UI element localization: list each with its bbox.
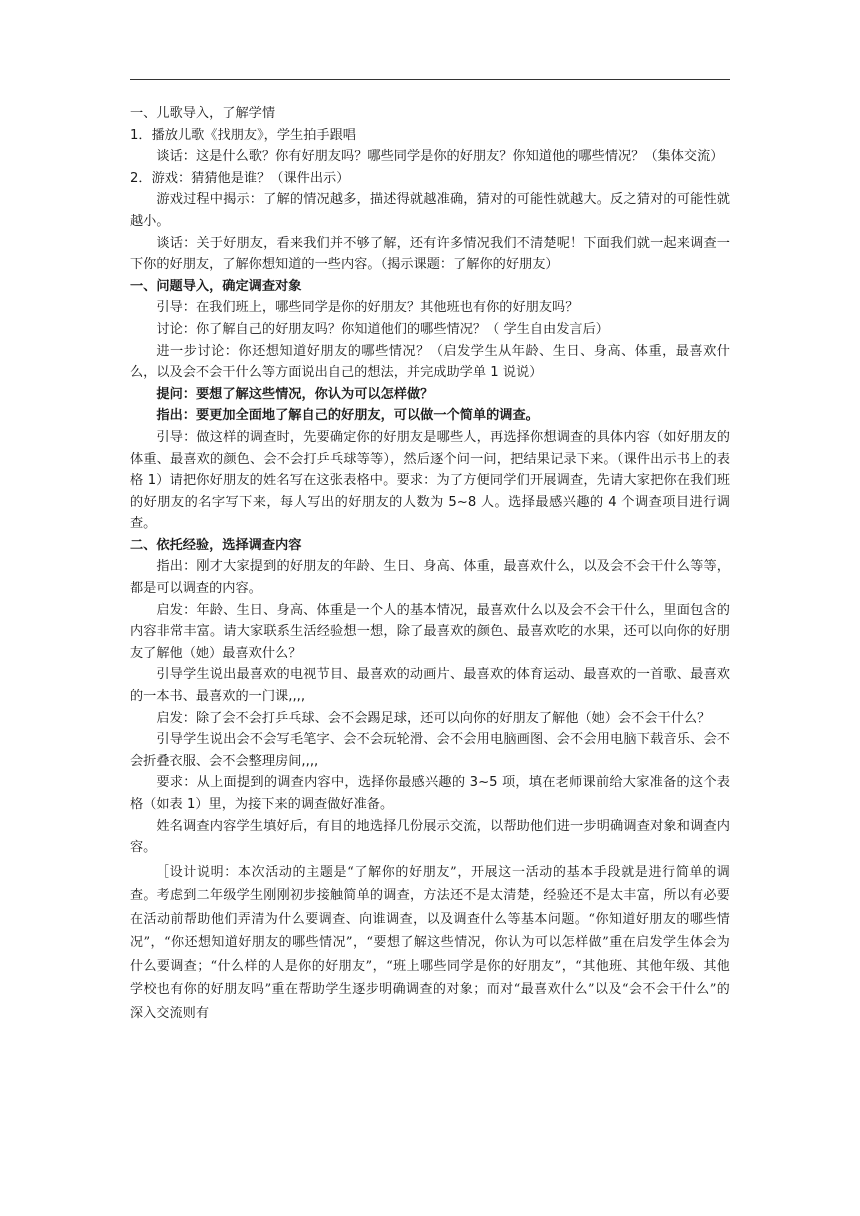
- paragraph: 引导学生说出最喜欢的电视节目、最喜欢的动画片、最喜欢的体育运动、最喜欢的一首歌、最喜欢的一本书、最喜欢的一门课,,,,: [130, 667, 730, 705]
- paragraph: 要求：从上面提到的调查内容中，选择你最感兴趣的 3~5 项，填在老师课前给大家准备的这个表格（如表 1）里，为接下来的调查做好准备。: [130, 775, 730, 812]
- header-rule: [130, 79, 730, 80]
- paragraph: 姓名调查内容学生填好后，有目的地选择几份展示交流，以帮助他们进一步明确调查对象和调查内容。: [130, 818, 730, 856]
- design-note: ［设计说明：本次活动的主题是“了解你的好朋友”，开展这一活动的基本手段就是进行简单的调查。考虑到二年级学生刚刚初步接触简单的调查，方法还不是太清楚，经验还不是太丰富，所以有必要在活动前帮助他们弄清为什么要调查、向谁调查，以及调查什么等基本问题。“你知道好朋友的哪些情况”，“你还想知道好朋友的哪些情况”，“要想了解这些情况，你认为可以怎样做”重在启发学生体会为什么要调查；“什么样的人是你的好朋友”，“班上哪些同学是你的好朋友”，“其他班、其他年级、其他学校也有你的好朋友吗”重在帮助学生逐步明确调查的对象；而对“最喜欢什么”以及“会不会干什么”的深入交流则有: [130, 864, 730, 1021]
- paragraph: 谈话：关于好朋友，看来我们并不够了解，还有许多情况我们不清楚呢！下面我们就一起来调查一下你的好朋友，了解你想知道的一些内容。（揭示课题：了解你的好朋友）: [130, 235, 730, 273]
- paragraph: 谈话：这是什么歌？你有好朋友吗？哪些同学是你的好朋友？你知道他的哪些情况？（集体交流）: [156, 149, 724, 165]
- paragraph: 引导：在我们班上，哪些同学是你的好朋友？其他班也有你的好朋友吗？: [156, 300, 579, 316]
- paragraph: 游戏过程中揭示：了解的情况越多，描述得就越准确，猜对的可能性就越大。反之猜对的可能性就越小。: [130, 192, 730, 229]
- paragraph: 引导学生说出会不会写毛笔字、会不会玩轮滑、会不会用电脑画图、会不会用电脑下载音乐、会不会折叠衣服、会不会整理房间,,,,: [130, 732, 730, 769]
- paragraph: 指出：刚才大家提到的好朋友的年龄、生日、身高、体重，最喜欢什么，以及会不会干什么等等，都是可以调查的内容。: [130, 559, 730, 597]
- paragraph: 启发：除了会不会打乒乓球、会不会踢足球，还可以向你的好朋友了解他（她）会不会干什么？: [156, 710, 711, 726]
- question-paragraph: 提问：要想了解这些情况，你认为可以怎样做？: [156, 386, 434, 402]
- paragraph: 讨论：你了解自己的好朋友吗？你知道他们的哪些情况？（ 学生自由发言后）: [156, 321, 609, 337]
- paragraph: 引导：做这样的调查时，先要确定你的好朋友是哪些人，再选择你想调查的具体内容（如好朋友的体重、最喜欢的颜色、会不会打乒乓球等等），然后逐个问一问，把结果记录下来。（课件出示书上的表格 1）请把你好朋友的姓名写在这张表格中。要求：为了方便同学们开展调查，先请大家把你在我们班的好朋友的名字写下来，每人写出的好朋友的人数为 5~8 人。选择最感兴趣的 4 个调查项目进行调查。: [130, 429, 730, 532]
- step-2: 2．游戏：猜猜他是谁？（课件出示）: [130, 170, 350, 186]
- step-1: 1．播放儿歌《找朋友》，学生拍手跟唱: [130, 127, 356, 143]
- section-heading: 一、问题导入，确定调查对象: [130, 278, 302, 294]
- document-body: [130, 103, 730, 1025]
- heading-intro: 一、儿歌导入，了解学情: [130, 106, 276, 121]
- point-paragraph: 指出：要更加全面地了解自己的好朋友，可以做一个简单的调查。: [156, 408, 539, 424]
- paragraph: 启发：年龄、生日、身高、体重是一个人的基本情况，最喜欢什么以及会不会干什么，里面包含的内容非常丰富。请大家联系生活经验想一想，除了最喜欢的颜色、最喜欢吃的水果，还可以向你的好朋友了解他（她）最喜欢什么？: [130, 602, 730, 661]
- paragraph: 进一步讨论：你还想知道好朋友的哪些情况？（启发学生从年龄、生日、身高、体重，最喜欢什么，以及会不会干什么等方面说出自己的想法，并完成助学单 1 说说）: [130, 343, 730, 381]
- section-heading: 二、依托经验，选择调查内容: [130, 537, 302, 553]
